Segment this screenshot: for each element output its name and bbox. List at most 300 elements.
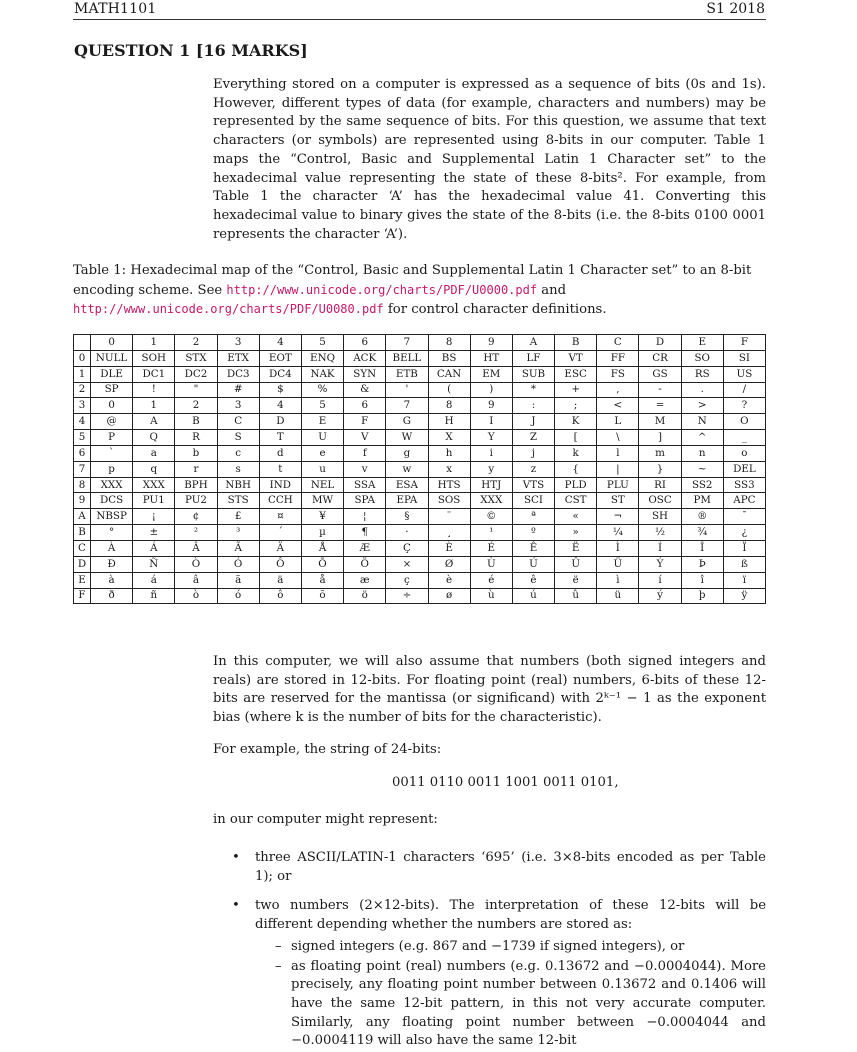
table-cell: v [344, 461, 386, 477]
table-cell: DC2 [175, 366, 217, 382]
table-cell: N [681, 414, 723, 430]
table-cell: Z [512, 430, 554, 446]
table-cell: É [470, 540, 512, 556]
table-cell: Þ [681, 556, 723, 572]
row-header: 2 [74, 382, 91, 398]
table-cell: GS [639, 366, 681, 382]
question-title: QUESTION 1 [16 MARKS] [74, 41, 308, 60]
table-cell: ; [555, 398, 597, 414]
table-row [74, 556, 766, 572]
column-header: F [723, 335, 765, 351]
table-cell: " [175, 382, 217, 398]
table-cell: $ [259, 382, 301, 398]
table-cell: B [175, 414, 217, 430]
table-cell: Ó [217, 556, 259, 572]
table-cell: Ì [597, 540, 639, 556]
table-cell: l [597, 445, 639, 461]
table-cell: s [217, 461, 259, 477]
table-cell: é [470, 572, 512, 588]
table-cell: ¡ [133, 509, 175, 525]
table-cell: Ã [217, 540, 259, 556]
table-row [74, 461, 766, 477]
table-cell: f [344, 445, 386, 461]
table-cell: í [639, 572, 681, 588]
table-cell: NAK [301, 366, 343, 382]
table-caption [73, 262, 765, 320]
table-cell: S [217, 430, 259, 446]
table-row [74, 382, 766, 398]
table-cell: EM [470, 366, 512, 382]
row-header: A [74, 509, 91, 525]
table-cell: SOS [428, 493, 470, 509]
table-cell: È [428, 540, 470, 556]
table-cell: Á [133, 540, 175, 556]
table-row [74, 588, 766, 604]
table-cell: Ù [470, 556, 512, 572]
caption-text-a: Hexadecimal map of the “Control, Basic and Supplemental Latin 1 Character set” to an 8-bit encoding scheme. See [73, 263, 752, 298]
column-header: 8 [428, 335, 470, 351]
table-row [74, 430, 766, 446]
table-cell: º [512, 525, 554, 541]
table-cell: 2 [175, 398, 217, 414]
table-cell: ¼ [597, 525, 639, 541]
table-cell: X [428, 430, 470, 446]
table-row [74, 350, 766, 366]
table-cell: XXX [133, 477, 175, 493]
table-cell: Ñ [133, 556, 175, 572]
caption-text-b: for control character definitions. [387, 302, 607, 318]
table-cell: Q [133, 430, 175, 446]
table-corner [74, 335, 91, 351]
table-cell: MW [301, 493, 343, 509]
table-cell: DC1 [133, 366, 175, 382]
table-cell: ¦ [344, 509, 386, 525]
table-row [74, 445, 766, 461]
term-label: S1 2018 [706, 1, 765, 17]
table-cell: ? [723, 398, 765, 414]
table-cell: ST [597, 493, 639, 509]
table-cell: ¥ [301, 509, 343, 525]
table-cell: ³ [217, 525, 259, 541]
row-header: F [74, 588, 91, 604]
table-cell: VTS [512, 477, 554, 493]
table-cell: A [133, 414, 175, 430]
table-cell: á [133, 572, 175, 588]
interpretation-list [213, 849, 766, 1052]
table-cell: M [639, 414, 681, 430]
table-cell: 7 [386, 398, 428, 414]
table-cell: ( [428, 382, 470, 398]
table-cell: ` [91, 445, 133, 461]
table-cell: PLD [555, 477, 597, 493]
table-cell: ¯ [723, 509, 765, 525]
caption-label: Table 1: [73, 263, 127, 278]
column-header: D [639, 335, 681, 351]
table-cell: DLE [91, 366, 133, 382]
table-cell: Ø [428, 556, 470, 572]
table-cell: b [175, 445, 217, 461]
table-cell: & [344, 382, 386, 398]
table-cell: 4 [259, 398, 301, 414]
might-represent-text: in our computer might represent: [213, 812, 438, 827]
table-cell: SCI [512, 493, 554, 509]
table-cell: ÿ [723, 588, 765, 604]
table-cell: o [723, 445, 765, 461]
table-cell: î [681, 572, 723, 588]
character-map-table [73, 334, 766, 604]
table-row [74, 525, 766, 541]
table-row [74, 493, 766, 509]
table-cell: ñ [133, 588, 175, 604]
table-cell: ¿ [723, 525, 765, 541]
table-cell: ESA [386, 477, 428, 493]
table-cell: Â [175, 540, 217, 556]
table-cell: O [723, 414, 765, 430]
table-cell: SSA [344, 477, 386, 493]
table-cell: ý [639, 588, 681, 604]
table-cell: « [555, 509, 597, 525]
table-cell: = [639, 398, 681, 414]
table-cell: À [91, 540, 133, 556]
table-cell: SI [723, 350, 765, 366]
table-cell: R [175, 430, 217, 446]
table-cell: RS [681, 366, 723, 382]
table-row [74, 572, 766, 588]
table-cell: STS [217, 493, 259, 509]
table-cell: ù [470, 588, 512, 604]
table-cell: < [597, 398, 639, 414]
table-cell: ] [639, 430, 681, 446]
table-cell: OSC [639, 493, 681, 509]
table-cell: Ô [259, 556, 301, 572]
row-header: 1 [74, 366, 91, 382]
table-cell: û [555, 588, 597, 604]
table-cell: HTJ [470, 477, 512, 493]
table-cell: SYN [344, 366, 386, 382]
table-cell: CCH [259, 493, 301, 509]
table-cell: t [259, 461, 301, 477]
table-cell: · [386, 525, 428, 541]
table-cell: ) [470, 382, 512, 398]
table-cell: © [470, 509, 512, 525]
table-cell: STX [175, 350, 217, 366]
table-cell: ETB [386, 366, 428, 382]
table-cell: ^ [681, 430, 723, 446]
table-cell: ETX [217, 350, 259, 366]
table-cell: FS [597, 366, 639, 382]
table-cell: 6 [344, 398, 386, 414]
table-cell: HT [470, 350, 512, 366]
table-cell: ! [133, 382, 175, 398]
table-cell: E [301, 414, 343, 430]
table-cell: CST [555, 493, 597, 509]
table-cell: ø [428, 588, 470, 604]
column-header: 5 [301, 335, 343, 351]
table-cell: | [597, 461, 639, 477]
table-cell: DEL [723, 461, 765, 477]
table-cell: SP [91, 382, 133, 398]
table-cell: PLU [597, 477, 639, 493]
row-header: C [74, 540, 91, 556]
table-cell: Ä [259, 540, 301, 556]
table-cell: ª [512, 509, 554, 525]
table-cell: NBSP [91, 509, 133, 525]
table-cell: ü [597, 588, 639, 604]
table-cell: - [639, 382, 681, 398]
table-cell: a [133, 445, 175, 461]
column-header: 1 [133, 335, 175, 351]
table-cell: ð [91, 588, 133, 604]
table-cell: 9 [470, 398, 512, 414]
column-header: 0 [91, 335, 133, 351]
table-cell: . [681, 382, 723, 398]
table-cell: þ [681, 588, 723, 604]
table-cell: e [301, 445, 343, 461]
table-cell: ' [386, 382, 428, 398]
table-cell: CAN [428, 366, 470, 382]
table-cell: 3 [217, 398, 259, 414]
list-item: • three ASCII/LATIN-1 characters ‘695’ (i.e. 3×8-bits encoded as per Table 1); or [232, 850, 766, 884]
table-cell: I [470, 414, 512, 430]
table-cell: ´ [259, 525, 301, 541]
bullet-icon: • [232, 850, 240, 865]
table-cell: ï [723, 572, 765, 588]
table-cell: Ð [91, 556, 133, 572]
table-cell: ÷ [386, 588, 428, 604]
table-cell: j [512, 445, 554, 461]
table-cell: Û [555, 556, 597, 572]
table-cell: PM [681, 493, 723, 509]
table-row [74, 366, 766, 382]
table-cell: 1 [133, 398, 175, 414]
numbers-paragraph: In this computer, we will also assume that numbers (both signed integers and reals) are stored in 12-bits. For floating point (real) numbers, 6-bits of these 12-bits are reserved for the mantissa (or significand) with 2ᵏ⁻¹ − 1 as the exponent bias (where k is the number of bits for the characteristic). [213, 654, 766, 726]
table-cell: ã [217, 572, 259, 588]
row-header: 3 [74, 398, 91, 414]
row-header: 5 [74, 430, 91, 446]
table-cell: ¬ [597, 509, 639, 525]
table-cell: J [512, 414, 554, 430]
table-row [74, 477, 766, 493]
table-cell: r [175, 461, 217, 477]
table-cell: ° [91, 525, 133, 541]
table-cell: ENQ [301, 350, 343, 366]
table-row [74, 414, 766, 430]
table-cell: u [301, 461, 343, 477]
table-cell: APC [723, 493, 765, 509]
table-cell: : [512, 398, 554, 414]
table-cell: x [428, 461, 470, 477]
table-cell: z [512, 461, 554, 477]
table-cell: i [470, 445, 512, 461]
table-cell: p [91, 461, 133, 477]
course-code: MATH1101 [74, 1, 157, 17]
table-cell: æ [344, 572, 386, 588]
table-cell: VT [555, 350, 597, 366]
table-cell: q [133, 461, 175, 477]
table-cell: ¢ [175, 509, 217, 525]
table-cell: ò [175, 588, 217, 604]
table-cell: + [555, 382, 597, 398]
table-cell: CR [639, 350, 681, 366]
table-cell: õ [301, 588, 343, 604]
table-cell: Î [681, 540, 723, 556]
table-cell: NEL [301, 477, 343, 493]
column-header: 2 [175, 335, 217, 351]
table-cell: L [597, 414, 639, 430]
table-cell: SS3 [723, 477, 765, 493]
table-cell: Y [470, 430, 512, 446]
row-header: 8 [74, 477, 91, 493]
table-cell: HTS [428, 477, 470, 493]
row-header: 6 [74, 445, 91, 461]
table-cell: , [597, 382, 639, 398]
table-cell: § [386, 509, 428, 525]
table-cell: BS [428, 350, 470, 366]
table-cell: P [91, 430, 133, 446]
table-cell: ² [175, 525, 217, 541]
column-header: 6 [344, 335, 386, 351]
table-cell: ¾ [681, 525, 723, 541]
column-header: 7 [386, 335, 428, 351]
table-cell: DCS [91, 493, 133, 509]
table-cell: ~ [681, 461, 723, 477]
table-cell: BPH [175, 477, 217, 493]
row-header: 7 [74, 461, 91, 477]
table-cell: Ç [386, 540, 428, 556]
list-item: • two numbers (2×12-bits). The interpretation of these 12-bits will be different depending whether the numbers are stored as: [232, 898, 766, 933]
table-cell: ± [133, 525, 175, 541]
table-cell: % [301, 382, 343, 398]
table-cell: SUB [512, 366, 554, 382]
table-cell: PU1 [133, 493, 175, 509]
sub-list-item: – signed integers (e.g. 867 and −1739 if signed integers), or [213, 938, 766, 957]
table-cell: n [681, 445, 723, 461]
table-cell: 5 [301, 398, 343, 414]
table-cell: XXX [470, 493, 512, 509]
example-intro: For example, the string of 24-bits: [213, 742, 442, 757]
table-cell: ä [259, 572, 301, 588]
column-header: A [512, 335, 554, 351]
unicode-link-u0000[interactable]: http://www.unicode.org/charts/PDF/U0000.pdf [226, 282, 538, 297]
table-cell: ESC [555, 366, 597, 382]
table-cell: T [259, 430, 301, 446]
table-cell: » [555, 525, 597, 541]
bit-string: 0011 0110 0011 1001 0011 0101, [392, 775, 619, 790]
row-header: B [74, 525, 91, 541]
table-cell: \ [597, 430, 639, 446]
table-cell: { [555, 461, 597, 477]
table-cell: > [681, 398, 723, 414]
intro-paragraph: Everything stored on a computer is expressed as a sequence of bits (0s and 1s). However, different types of data (for example, characters and numbers) may be represented by the same sequence of bits. For this question, we assume that text characters (or symbols) are represented using 8-bits in our computer. Table 1 maps the “Control, Basic and Supplemental Latin 1 Character set” to the hexadecimal value representing the state of these 8-bits². For example, from Table 1 the character ‘A’ has the hexadecimal value 41. Converting this hexadecimal value to binary gives the state of the 8-bits (i.e. the 8-bits 0100 0001 represents the character ‘A’). [213, 77, 766, 242]
dash-icon: – [275, 938, 282, 954]
row-header: D [74, 556, 91, 572]
table-cell: ¨ [428, 509, 470, 525]
table-cell: c [217, 445, 259, 461]
row-header: 0 [74, 350, 91, 366]
dash-icon: – [275, 958, 282, 974]
table-cell: ö [344, 588, 386, 604]
table-cell: F [344, 414, 386, 430]
table-cell: å [301, 572, 343, 588]
table-cell: # [217, 382, 259, 398]
table-row [74, 398, 766, 414]
table-cell: w [386, 461, 428, 477]
row-header: 9 [74, 493, 91, 509]
table-cell: IND [259, 477, 301, 493]
table-cell: ¶ [344, 525, 386, 541]
table-cell: K [555, 414, 597, 430]
table-cell: × [386, 556, 428, 572]
table-cell: W [386, 430, 428, 446]
table-cell: g [386, 445, 428, 461]
table-cell: µ [301, 525, 343, 541]
table-cell: } [639, 461, 681, 477]
table-cell: ¸ [428, 525, 470, 541]
table-cell: Ò [175, 556, 217, 572]
table-cell: D [259, 414, 301, 430]
table-cell: SH [639, 509, 681, 525]
unicode-link-u0080[interactable]: http://www.unicode.org/charts/PDF/U0080.pdf [73, 302, 384, 317]
table-cell: NULL [91, 350, 133, 366]
table-cell: £ [217, 509, 259, 525]
table-cell: y [470, 461, 512, 477]
table-cell: 8 [428, 398, 470, 414]
table-row [74, 509, 766, 525]
table-cell: ê [512, 572, 554, 588]
table-cell: ¤ [259, 509, 301, 525]
table-cell: Ý [639, 556, 681, 572]
table-cell: / [723, 382, 765, 398]
table-cell: Ï [723, 540, 765, 556]
table-cell: _ [723, 430, 765, 446]
table-cell: SPA [344, 493, 386, 509]
column-header: 9 [470, 335, 512, 351]
table-cell: Ê [512, 540, 554, 556]
table-cell: H [428, 414, 470, 430]
table-cell: XXX [91, 477, 133, 493]
table-cell: [ [555, 430, 597, 446]
sub-list-item: – as floating point (real) numbers (e.g. 0.13672 and −0.0004044). More precisely, any floating point number between 0.13672 and 0.1406 will have the same 12-bit pattern, in this not very accurate computer. Similarly, any floating point number between −0.0004044 and −0.0004119 will also have the same 12-bit [275, 958, 766, 1049]
table-cell: LF [512, 350, 554, 366]
table-cell: ô [259, 588, 301, 604]
table-cell: U [301, 430, 343, 446]
table-cell: â [175, 572, 217, 588]
header-rule [73, 19, 766, 20]
table-cell: SOH [133, 350, 175, 366]
table-cell: Å [301, 540, 343, 556]
table-cell: BELL [386, 350, 428, 366]
table-cell: Ú [512, 556, 554, 572]
table-cell: Ü [597, 556, 639, 572]
table-cell: k [555, 445, 597, 461]
table-cell: FF [597, 350, 639, 366]
table-cell: ë [555, 572, 597, 588]
column-header: 4 [259, 335, 301, 351]
caption-and: and [541, 282, 567, 298]
column-header: E [681, 335, 723, 351]
table-cell: @ [91, 414, 133, 430]
table-cell: SS2 [681, 477, 723, 493]
table-cell: h [428, 445, 470, 461]
table-cell: ACK [344, 350, 386, 366]
table-cell: EPA [386, 493, 428, 509]
table-cell: m [639, 445, 681, 461]
table-cell: Í [639, 540, 681, 556]
table-cell: DC3 [217, 366, 259, 382]
table-cell: ó [217, 588, 259, 604]
row-header: 4 [74, 414, 91, 430]
table-cell: Ë [555, 540, 597, 556]
